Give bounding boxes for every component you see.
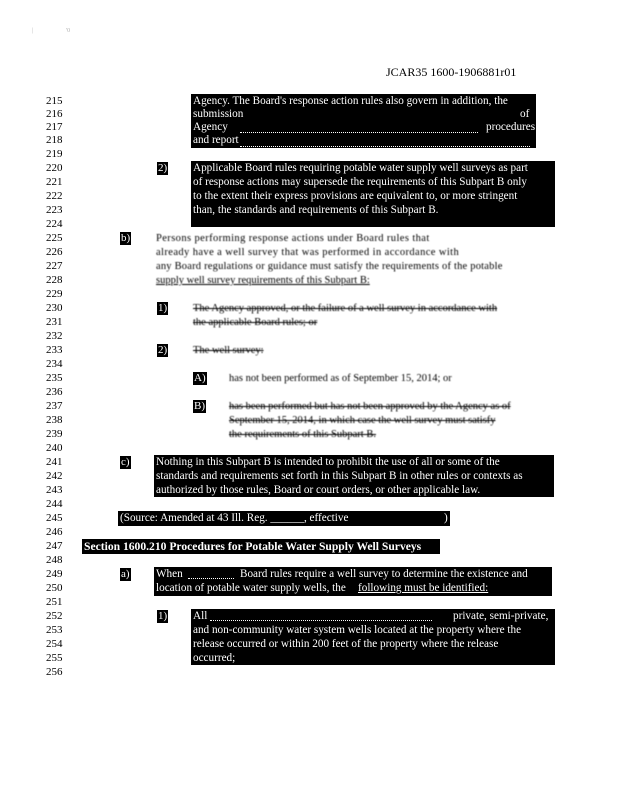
redacted-text — [240, 124, 478, 133]
paragraph-line: The Agency approved, or the failure of a well survey in accordance with — [193, 303, 498, 314]
line-number: 218 — [46, 134, 63, 146]
item-marker: A) — [194, 372, 206, 384]
scan-mark: | — [32, 28, 34, 34]
paragraph-line: September 15, 2014, in which case the well survey must satisfy — [229, 415, 496, 426]
line-number: 229 — [46, 288, 63, 300]
line-number: 221 — [46, 176, 63, 188]
line-number: 237 — [46, 400, 63, 412]
paragraph-line: standards and requirements set forth in this Subpart B in other rules or contexts as — [156, 470, 523, 482]
paragraph-line: any Board regulations or guidance must satisfy the requirements of the potable — [156, 261, 503, 272]
paragraph-line: of — [520, 108, 530, 120]
line-number: 228 — [46, 274, 63, 286]
line-number: 251 — [46, 596, 63, 608]
paragraph-line: and non-community water system wells located at the property where the — [193, 624, 522, 636]
line-number: 236 — [46, 386, 63, 398]
paragraph-line: the requirements of this Subpart B. — [229, 429, 376, 440]
line-number: 235 — [46, 372, 63, 384]
line-number: 226 — [46, 246, 63, 258]
scan-mark: '0 — [66, 28, 71, 34]
paragraph-line: of response actions may supersede the requirements of this Subpart B only — [193, 176, 527, 188]
paragraph-line: The well survey: — [193, 345, 264, 356]
paragraph-line: has been performed but has not been approved by the Agency as of — [229, 401, 511, 412]
paragraph-line: Persons performing response actions under Board rules that — [156, 233, 430, 244]
line-number: 234 — [46, 358, 63, 370]
paragraph-line: following must be identified: — [358, 582, 489, 594]
line-number: 255 — [46, 652, 63, 664]
source-note: ) — [444, 512, 448, 524]
line-number: 220 — [46, 162, 63, 174]
paragraph-line: Agency. The Board's response action rules also govern in addition, the — [193, 95, 508, 107]
paragraph-line: authorized by those rules, Board or court orders, or other applicable law. — [156, 484, 481, 496]
paragraph-line: already have a well survey that was performed in accordance with — [156, 247, 460, 258]
line-number: 222 — [46, 190, 63, 202]
line-number: 243 — [46, 484, 63, 496]
item-marker: B) — [194, 400, 205, 412]
line-number: 242 — [46, 470, 63, 482]
paragraph-line: than, the standards and requirements of this Subpart B. — [193, 204, 439, 216]
line-number: 224 — [46, 218, 63, 230]
line-number: 252 — [46, 610, 63, 622]
paragraph-line: to the extent their express provisions are equivalent to, or more stringent — [193, 190, 518, 202]
item-marker: 2) — [158, 344, 168, 356]
line-number: 246 — [46, 526, 63, 538]
line-number: 216 — [46, 108, 63, 120]
redacted-text — [210, 614, 432, 621]
line-number: 231 — [46, 316, 63, 328]
paragraph-line: and report — [193, 134, 239, 146]
paragraph-line: private, semi-private, — [453, 610, 549, 622]
item-marker: 1) — [158, 610, 168, 622]
paragraph-line: Nothing in this Subpart B is intended to prohibit the use of all or some of the — [156, 456, 500, 468]
line-number: 241 — [46, 456, 63, 468]
section-heading: Section 1600.210 Procedures for Potable Water Supply Well Surveys — [84, 540, 422, 553]
document-id: JCAR35 1600-1906881r01 — [386, 65, 517, 79]
paragraph-line: All — [193, 610, 208, 622]
source-note: (Source: Amended at 43 Ill. Reg. ______, effective — [120, 512, 349, 524]
line-number: 254 — [46, 638, 63, 650]
paragraph-line: When — [156, 568, 183, 580]
line-number: 240 — [46, 442, 63, 454]
line-number: 250 — [46, 582, 63, 594]
paragraph-line: location of potable water supply wells, the — [156, 582, 346, 594]
line-number: 245 — [46, 512, 63, 524]
line-number: 248 — [46, 554, 63, 566]
item-marker: a) — [121, 568, 130, 580]
paragraph-line: occurred; — [193, 652, 236, 664]
line-number: 225 — [46, 232, 63, 244]
paragraph-line: procedures — [486, 121, 536, 133]
line-number: 238 — [46, 414, 63, 426]
line-number: 230 — [46, 302, 63, 314]
line-number: 256 — [46, 666, 63, 678]
paragraph-line: the applicable Board rules; or — [193, 317, 318, 328]
line-number: 247 — [46, 540, 63, 552]
line-number: 239 — [46, 428, 63, 440]
redacted-text — [240, 138, 530, 147]
item-marker: 1) — [158, 302, 168, 314]
line-number: 223 — [46, 204, 63, 216]
line-number: 227 — [46, 260, 63, 272]
line-number: 232 — [46, 330, 63, 342]
line-number: 244 — [46, 498, 63, 510]
paragraph-line: supply well survey requirements of this Subpart B: — [156, 275, 370, 286]
paragraph-line: Agency — [193, 121, 228, 133]
paragraph-line: Applicable Board rules requiring potable water supply well surveys as part — [193, 162, 528, 174]
line-number: 215 — [46, 95, 63, 107]
paragraph-line: release occurred or within 200 feet of the property where the release — [193, 638, 499, 650]
item-marker: b) — [121, 232, 131, 244]
line-number: 233 — [46, 344, 63, 356]
line-number: 219 — [46, 148, 63, 160]
item-marker: c) — [121, 456, 130, 468]
paragraph-line: Board rules require a well survey to determine the existence and — [240, 568, 528, 580]
redacted-text — [188, 572, 234, 579]
item-marker: 2) — [158, 162, 168, 174]
paragraph-line: has not been performed as of September 15, 2014; or — [229, 373, 452, 384]
line-number: 249 — [46, 568, 63, 580]
paragraph-line: submission — [193, 108, 244, 120]
line-number: 217 — [46, 121, 63, 133]
line-number: 253 — [46, 624, 63, 636]
